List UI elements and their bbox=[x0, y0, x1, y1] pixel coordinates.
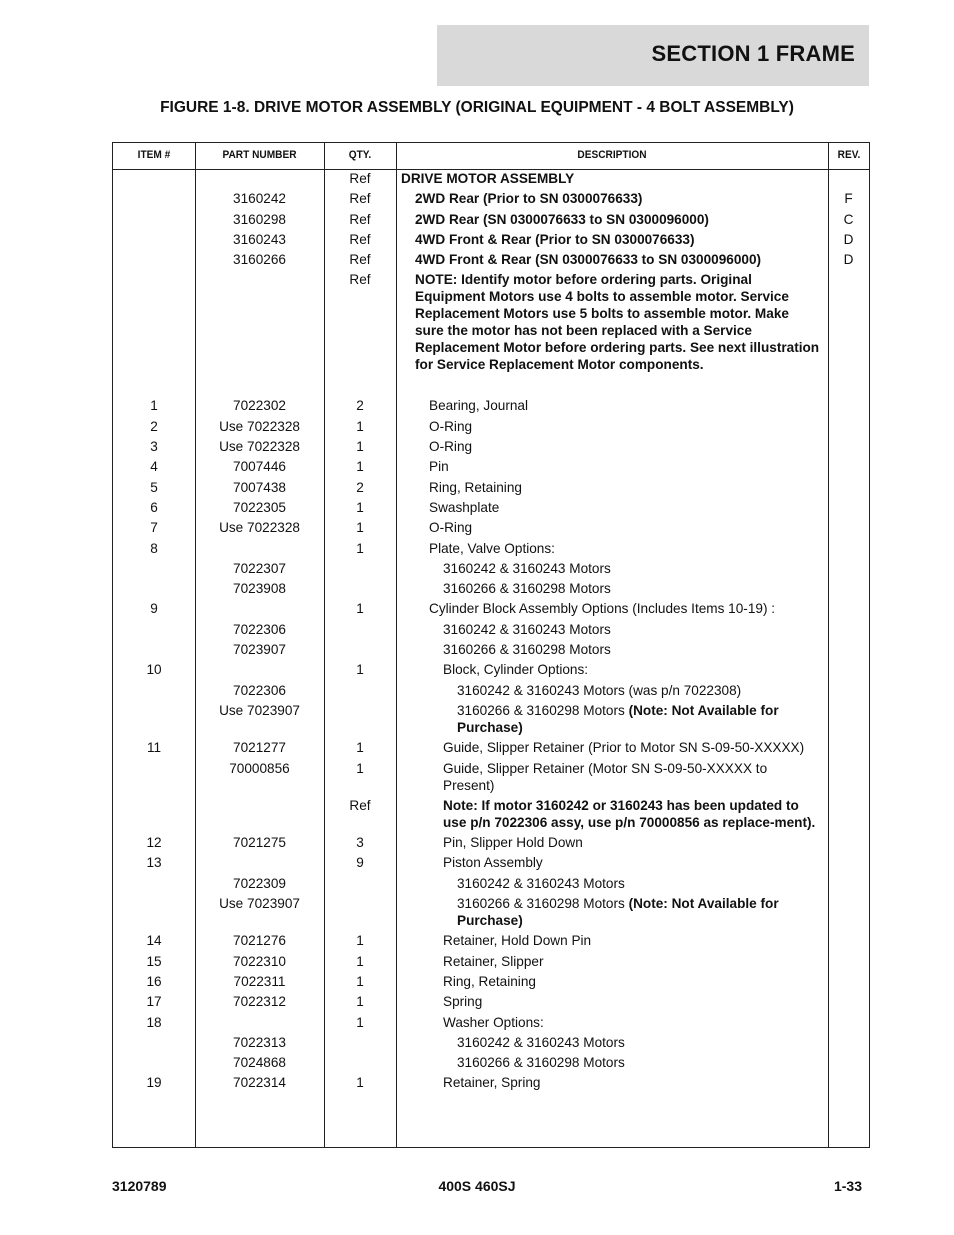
revision-cell bbox=[828, 661, 869, 678]
footer-model: 400S 460SJ bbox=[438, 1178, 516, 1194]
quantity-cell bbox=[324, 895, 396, 929]
table-row bbox=[113, 190, 871, 210]
item-number-cell: 3 bbox=[150, 439, 158, 455]
description-cell bbox=[396, 953, 828, 970]
part-number-cell: Use 7022328 bbox=[219, 520, 300, 536]
description-cell bbox=[396, 993, 828, 1010]
item-number-cell: 18 bbox=[146, 1014, 162, 1030]
part-number-cell: 7022309 bbox=[233, 875, 286, 891]
description-cell bbox=[396, 499, 828, 516]
quantity-cell bbox=[324, 875, 396, 892]
description-text: O-Ring bbox=[429, 439, 473, 455]
part-number-cell: 7022310 bbox=[233, 953, 286, 969]
revision-cell bbox=[828, 600, 869, 617]
revision-cell bbox=[828, 540, 869, 557]
description-text: Ring, Retaining bbox=[429, 479, 522, 495]
item-number-cell bbox=[113, 1034, 195, 1051]
quantity-cell: 2 bbox=[356, 398, 364, 414]
item-number-cell: 8 bbox=[150, 540, 158, 556]
revision-cell bbox=[828, 854, 869, 871]
item-number-cell: 11 bbox=[146, 740, 162, 756]
quantity-cell: Ref bbox=[349, 211, 371, 227]
table-row bbox=[113, 540, 871, 560]
quantity-cell: 1 bbox=[356, 933, 364, 949]
part-number-cell: 7021277 bbox=[233, 740, 286, 756]
revision-cell bbox=[828, 458, 869, 475]
revision-cell bbox=[828, 993, 869, 1010]
description-text: Washer Options: bbox=[443, 1014, 544, 1030]
description-cell bbox=[396, 580, 828, 597]
revision-cell bbox=[828, 479, 869, 496]
revision-cell bbox=[828, 834, 869, 851]
description-cell bbox=[396, 682, 828, 699]
quantity-cell bbox=[324, 621, 396, 638]
item-number-cell: 5 bbox=[150, 479, 158, 495]
revision-cell bbox=[828, 875, 869, 892]
description-text: Guide, Slipper Retainer (Prior to Motor SN S-09-50-XXXXX) bbox=[443, 740, 805, 756]
part-number-cell: Use 7023907 bbox=[219, 896, 300, 912]
table-row bbox=[113, 854, 871, 874]
part-number-cell: Use 7022328 bbox=[219, 418, 300, 434]
table-row bbox=[113, 1014, 871, 1034]
quantity-cell: 1 bbox=[356, 601, 364, 617]
revision-cell bbox=[828, 621, 869, 638]
part-number-cell: 3160298 bbox=[233, 211, 286, 227]
description-cell bbox=[396, 418, 828, 435]
item-number-cell bbox=[113, 170, 195, 187]
description-text: Piston Assembly bbox=[443, 855, 543, 871]
description-cell bbox=[396, 170, 828, 187]
description-text: Ring, Retaining bbox=[443, 973, 536, 989]
table-row bbox=[113, 682, 871, 702]
item-number-cell bbox=[113, 560, 195, 577]
table-row bbox=[113, 519, 871, 539]
part-number-cell bbox=[195, 797, 324, 831]
table-row bbox=[113, 1074, 871, 1094]
revision-cell bbox=[828, 1014, 869, 1031]
description-text: 3160242 & 3160243 Motors bbox=[443, 560, 611, 576]
figure-title: FIGURE 1-8. DRIVE MOTOR ASSEMBLY (ORIGINAL EQUIPMENT - 4 BOLT ASSEMBLY) bbox=[160, 99, 794, 116]
part-number-cell: 7007446 bbox=[233, 459, 286, 475]
part-number-cell bbox=[195, 271, 324, 373]
section-banner bbox=[437, 25, 869, 86]
table-row bbox=[113, 438, 871, 458]
part-number-cell: 7021276 bbox=[233, 933, 286, 949]
quantity-cell: 1 bbox=[356, 760, 364, 776]
description-cell bbox=[396, 895, 828, 929]
description-cell bbox=[396, 519, 828, 536]
description-cell bbox=[396, 875, 828, 892]
description-text: 4WD Front & Rear (Prior to SN 0300076633) bbox=[415, 231, 695, 247]
description-text: 3160266 & 3160298 Motors bbox=[457, 702, 629, 718]
quantity-cell: 1 bbox=[356, 459, 364, 475]
item-number-cell bbox=[113, 682, 195, 699]
quantity-cell: 1 bbox=[356, 662, 364, 678]
part-number-cell: 70000856 bbox=[229, 760, 290, 776]
description-text: Pin bbox=[429, 459, 449, 475]
revision-cell: C bbox=[843, 211, 854, 227]
description-cell bbox=[396, 1074, 828, 1091]
description-text: 3160242 & 3160243 Motors bbox=[443, 621, 611, 637]
description-cell bbox=[396, 760, 828, 794]
table-row bbox=[113, 1054, 871, 1074]
footer-page-number: 1-33 bbox=[833, 1178, 862, 1194]
quantity-cell: 1 bbox=[356, 1014, 364, 1030]
quantity-cell bbox=[324, 641, 396, 658]
item-number-cell: 19 bbox=[146, 1075, 162, 1091]
description-text: 3160266 & 3160298 Motors bbox=[457, 1055, 625, 1071]
item-number-cell bbox=[113, 641, 195, 658]
table-row bbox=[113, 621, 871, 641]
table-row bbox=[113, 895, 871, 932]
quantity-cell: 9 bbox=[356, 855, 364, 871]
quantity-cell: Ref bbox=[349, 252, 371, 268]
description-cell bbox=[396, 271, 828, 373]
description-cell bbox=[396, 834, 828, 851]
part-number-cell bbox=[195, 540, 324, 557]
description-cell bbox=[396, 621, 828, 638]
part-number-cell: 7022302 bbox=[233, 398, 286, 414]
part-number-cell: 7022314 bbox=[233, 1075, 286, 1091]
description-cell bbox=[396, 854, 828, 871]
revision-cell bbox=[828, 760, 869, 794]
revision-cell bbox=[828, 641, 869, 658]
revision-cell bbox=[828, 499, 869, 516]
quantity-cell: 1 bbox=[356, 953, 364, 969]
part-number-cell: 7022311 bbox=[233, 973, 286, 989]
description-text: Cylinder Block Assembly Options (Includes Items 10-19) : bbox=[429, 601, 776, 617]
revision-cell bbox=[828, 271, 869, 373]
revision-cell bbox=[828, 895, 869, 929]
part-number-cell bbox=[195, 600, 324, 617]
quantity-cell: 1 bbox=[356, 540, 364, 556]
part-number-cell bbox=[195, 854, 324, 871]
table-row bbox=[113, 973, 871, 993]
parts-table bbox=[112, 142, 870, 1148]
part-number-cell bbox=[195, 170, 324, 187]
revision-cell bbox=[828, 702, 869, 736]
revision-cell bbox=[828, 519, 869, 536]
item-number-cell bbox=[113, 895, 195, 929]
section-title: SECTION 1 FRAME bbox=[651, 41, 855, 66]
item-number-cell bbox=[113, 760, 195, 794]
part-number-cell: 7022307 bbox=[233, 560, 286, 576]
column-header-item: ITEM # bbox=[137, 149, 171, 161]
description-cell bbox=[396, 560, 828, 577]
part-number-cell: 7021275 bbox=[233, 835, 286, 851]
part-number-cell: 7023907 bbox=[233, 642, 286, 658]
part-number-cell bbox=[195, 661, 324, 678]
description-cell bbox=[396, 797, 828, 831]
revision-cell bbox=[828, 560, 869, 577]
item-number-cell: 7 bbox=[150, 520, 158, 536]
quantity-cell: 1 bbox=[356, 740, 364, 756]
part-number-cell: 7022305 bbox=[233, 499, 286, 515]
part-number-cell: 3160242 bbox=[233, 191, 286, 207]
part-number-cell: 3160243 bbox=[233, 231, 286, 247]
revision-cell: F bbox=[844, 191, 853, 207]
quantity-cell: 1 bbox=[356, 418, 364, 434]
table-row bbox=[113, 760, 871, 797]
description-text: O-Ring bbox=[429, 520, 473, 536]
item-number-cell: 12 bbox=[146, 835, 162, 851]
column-header-part-number: PART NUMBER bbox=[222, 149, 297, 161]
description-cell bbox=[396, 479, 828, 496]
revision-cell: D bbox=[843, 231, 854, 247]
description-cell bbox=[396, 397, 828, 414]
quantity-cell: Ref bbox=[349, 171, 371, 186]
description-cell bbox=[396, 458, 828, 475]
item-number-cell: 9 bbox=[150, 601, 158, 617]
revision-cell bbox=[828, 682, 869, 699]
quantity-cell bbox=[324, 702, 396, 736]
description-text: 4WD Front & Rear (SN 0300076633 to SN 0300096000) bbox=[415, 252, 762, 268]
item-number-cell: 14 bbox=[146, 933, 162, 949]
description-text: Pin, Slipper Hold Down bbox=[443, 835, 583, 851]
table-row bbox=[113, 875, 871, 895]
description-text: Block, Cylinder Options: bbox=[443, 662, 589, 678]
description-cell bbox=[396, 1014, 828, 1031]
part-number-cell bbox=[195, 1014, 324, 1031]
table-row bbox=[113, 641, 871, 661]
part-number-cell: 7022306 bbox=[233, 682, 286, 698]
revision-cell bbox=[828, 170, 869, 187]
part-number-cell: Use 7022328 bbox=[219, 439, 300, 455]
part-number-cell: 7022312 bbox=[233, 994, 286, 1010]
item-number-cell: 16 bbox=[146, 973, 162, 989]
description-text: Swashplate bbox=[429, 499, 500, 515]
quantity-cell bbox=[324, 1054, 396, 1071]
item-number-cell bbox=[113, 271, 195, 373]
description-cell bbox=[396, 438, 828, 455]
table-row bbox=[113, 932, 871, 952]
revision-cell: D bbox=[843, 252, 854, 268]
table-row bbox=[113, 458, 871, 478]
description-cell bbox=[396, 211, 828, 228]
quantity-cell: Ref bbox=[349, 231, 371, 247]
description-text: Plate, Valve Options: bbox=[429, 540, 555, 556]
table-row bbox=[113, 993, 871, 1013]
description-cell bbox=[396, 1034, 828, 1051]
part-number-cell: 7023908 bbox=[233, 581, 286, 597]
part-number-cell: 7022313 bbox=[233, 1034, 286, 1050]
table-row bbox=[113, 739, 871, 759]
table-row bbox=[113, 953, 871, 973]
quantity-cell: 2 bbox=[356, 479, 364, 495]
table-row bbox=[113, 397, 871, 417]
table-row bbox=[113, 231, 871, 251]
description-text: Retainer, Slipper bbox=[443, 953, 544, 969]
revision-cell bbox=[828, 438, 869, 455]
table-row bbox=[113, 661, 871, 681]
item-number-cell bbox=[113, 190, 195, 207]
quantity-cell: 3 bbox=[356, 835, 364, 851]
description-text: 3160266 & 3160298 Motors bbox=[443, 581, 611, 597]
part-number-cell: 7022306 bbox=[233, 621, 286, 637]
revision-cell bbox=[828, 418, 869, 435]
item-number-cell: 15 bbox=[146, 953, 162, 969]
item-number-cell bbox=[113, 875, 195, 892]
description-text: Retainer, Spring bbox=[443, 1075, 541, 1091]
revision-cell bbox=[828, 973, 869, 990]
description-text: Retainer, Hold Down Pin bbox=[443, 933, 592, 949]
revision-cell bbox=[828, 797, 869, 831]
table-row bbox=[113, 251, 871, 271]
item-number-cell: 4 bbox=[150, 459, 158, 475]
item-number-cell bbox=[113, 211, 195, 228]
item-number-cell: 10 bbox=[146, 662, 162, 678]
table-row bbox=[113, 418, 871, 438]
item-number-cell bbox=[113, 251, 195, 268]
description-cell bbox=[396, 702, 828, 736]
quantity-cell: Ref bbox=[349, 272, 371, 288]
table-row bbox=[113, 211, 871, 231]
description-cell bbox=[396, 190, 828, 207]
revision-cell bbox=[828, 953, 869, 970]
revision-cell bbox=[828, 397, 869, 414]
description-cell bbox=[396, 251, 828, 268]
revision-cell bbox=[828, 739, 869, 756]
quantity-cell: Ref bbox=[349, 191, 371, 207]
table-row bbox=[113, 560, 871, 580]
revision-cell bbox=[828, 580, 869, 597]
table-row bbox=[113, 499, 871, 519]
description-cell bbox=[396, 661, 828, 678]
item-number-cell: 13 bbox=[146, 855, 162, 871]
description-text: 3160266 & 3160298 Motors bbox=[457, 896, 629, 912]
table-row bbox=[113, 271, 871, 397]
quantity-cell: 1 bbox=[356, 499, 364, 515]
description-cell bbox=[396, 973, 828, 990]
footer-doc-number: 3120789 bbox=[112, 1178, 167, 1194]
description-text: DRIVE MOTOR ASSEMBLY bbox=[401, 171, 575, 186]
quantity-cell: 1 bbox=[356, 439, 364, 455]
revision-cell bbox=[828, 1054, 869, 1071]
table-row bbox=[113, 797, 871, 834]
part-number-cell: 7007438 bbox=[233, 479, 286, 495]
description-text: Note: If motor 3160242 or 3160243 has been updated to use p/n 7022306 assy, use p/n 70000856 as replace-ment). bbox=[443, 797, 816, 830]
table-row bbox=[113, 834, 871, 854]
table-row bbox=[113, 170, 871, 190]
part-number-cell: 3160266 bbox=[233, 252, 286, 268]
description-text: 3160242 & 3160243 Motors (was p/n 7022308) bbox=[457, 682, 742, 698]
quantity-cell bbox=[324, 580, 396, 597]
quantity-cell bbox=[324, 1034, 396, 1051]
description-text: 2WD Rear (Prior to SN 0300076633) bbox=[415, 191, 643, 207]
description-text: 3160242 & 3160243 Motors bbox=[457, 875, 625, 891]
description-cell bbox=[396, 540, 828, 557]
column-header-description: DESCRIPTION bbox=[577, 149, 647, 161]
table-row bbox=[113, 580, 871, 600]
item-number-cell bbox=[113, 797, 195, 831]
quantity-cell: 1 bbox=[356, 994, 364, 1010]
description-text: 2WD Rear (SN 0300076633 to SN 0300096000) bbox=[415, 211, 709, 227]
description-text: Spring bbox=[443, 994, 483, 1010]
revision-cell bbox=[828, 1034, 869, 1051]
quantity-cell: 1 bbox=[356, 1075, 364, 1091]
table-row bbox=[113, 1034, 871, 1054]
quantity-cell: 1 bbox=[356, 520, 364, 536]
description-cell bbox=[396, 739, 828, 756]
description-cell bbox=[396, 932, 828, 949]
revision-cell bbox=[828, 932, 869, 949]
item-number-cell bbox=[113, 1054, 195, 1071]
description-text: O-Ring bbox=[429, 418, 473, 434]
item-number-cell: 6 bbox=[150, 499, 158, 515]
table-row bbox=[113, 600, 871, 620]
quantity-cell: Ref bbox=[349, 797, 371, 813]
part-number-cell: Use 7023907 bbox=[219, 702, 300, 718]
quantity-cell bbox=[324, 560, 396, 577]
item-number-cell: 1 bbox=[150, 398, 158, 414]
description-note: (Note: Not Available for Purchase) bbox=[457, 896, 779, 929]
column-header-qty: QTY. bbox=[348, 149, 372, 161]
item-number-cell bbox=[113, 231, 195, 248]
description-text: 3160242 & 3160243 Motors bbox=[457, 1034, 625, 1050]
quantity-cell: 1 bbox=[356, 973, 364, 989]
description-cell bbox=[396, 600, 828, 617]
part-number-cell: 7024868 bbox=[233, 1055, 286, 1071]
description-text: NOTE: Identify motor before ordering parts. Original Equipment Motors use 4 bolts to assemble motor. Service Replacement Motors use 5 bolts to assemble motor. Make sure the motor has not been replaced with a Service Replacement Motor before ordering parts. See next illustration for Service Replacement Motor components. bbox=[415, 272, 820, 373]
table-body bbox=[113, 170, 871, 1095]
item-number-cell bbox=[113, 702, 195, 736]
item-number-cell bbox=[113, 621, 195, 638]
quantity-cell bbox=[324, 682, 396, 699]
item-number-cell: 17 bbox=[146, 994, 162, 1010]
description-cell bbox=[396, 641, 828, 658]
item-number-cell: 2 bbox=[150, 418, 158, 434]
description-cell bbox=[396, 231, 828, 248]
column-header-rev: REV. bbox=[837, 149, 861, 161]
description-text: Bearing, Journal bbox=[429, 398, 528, 414]
description-note: (Note: Not Available for Purchase) bbox=[457, 702, 779, 735]
description-cell bbox=[396, 1054, 828, 1071]
item-number-cell bbox=[113, 580, 195, 597]
description-text: 3160266 & 3160298 Motors bbox=[443, 642, 611, 658]
description-text: Guide, Slipper Retainer (Motor SN S-09-50-XXXXX to Present) bbox=[443, 760, 768, 793]
table-row bbox=[113, 702, 871, 739]
table-row bbox=[113, 479, 871, 499]
revision-cell bbox=[828, 1074, 869, 1091]
